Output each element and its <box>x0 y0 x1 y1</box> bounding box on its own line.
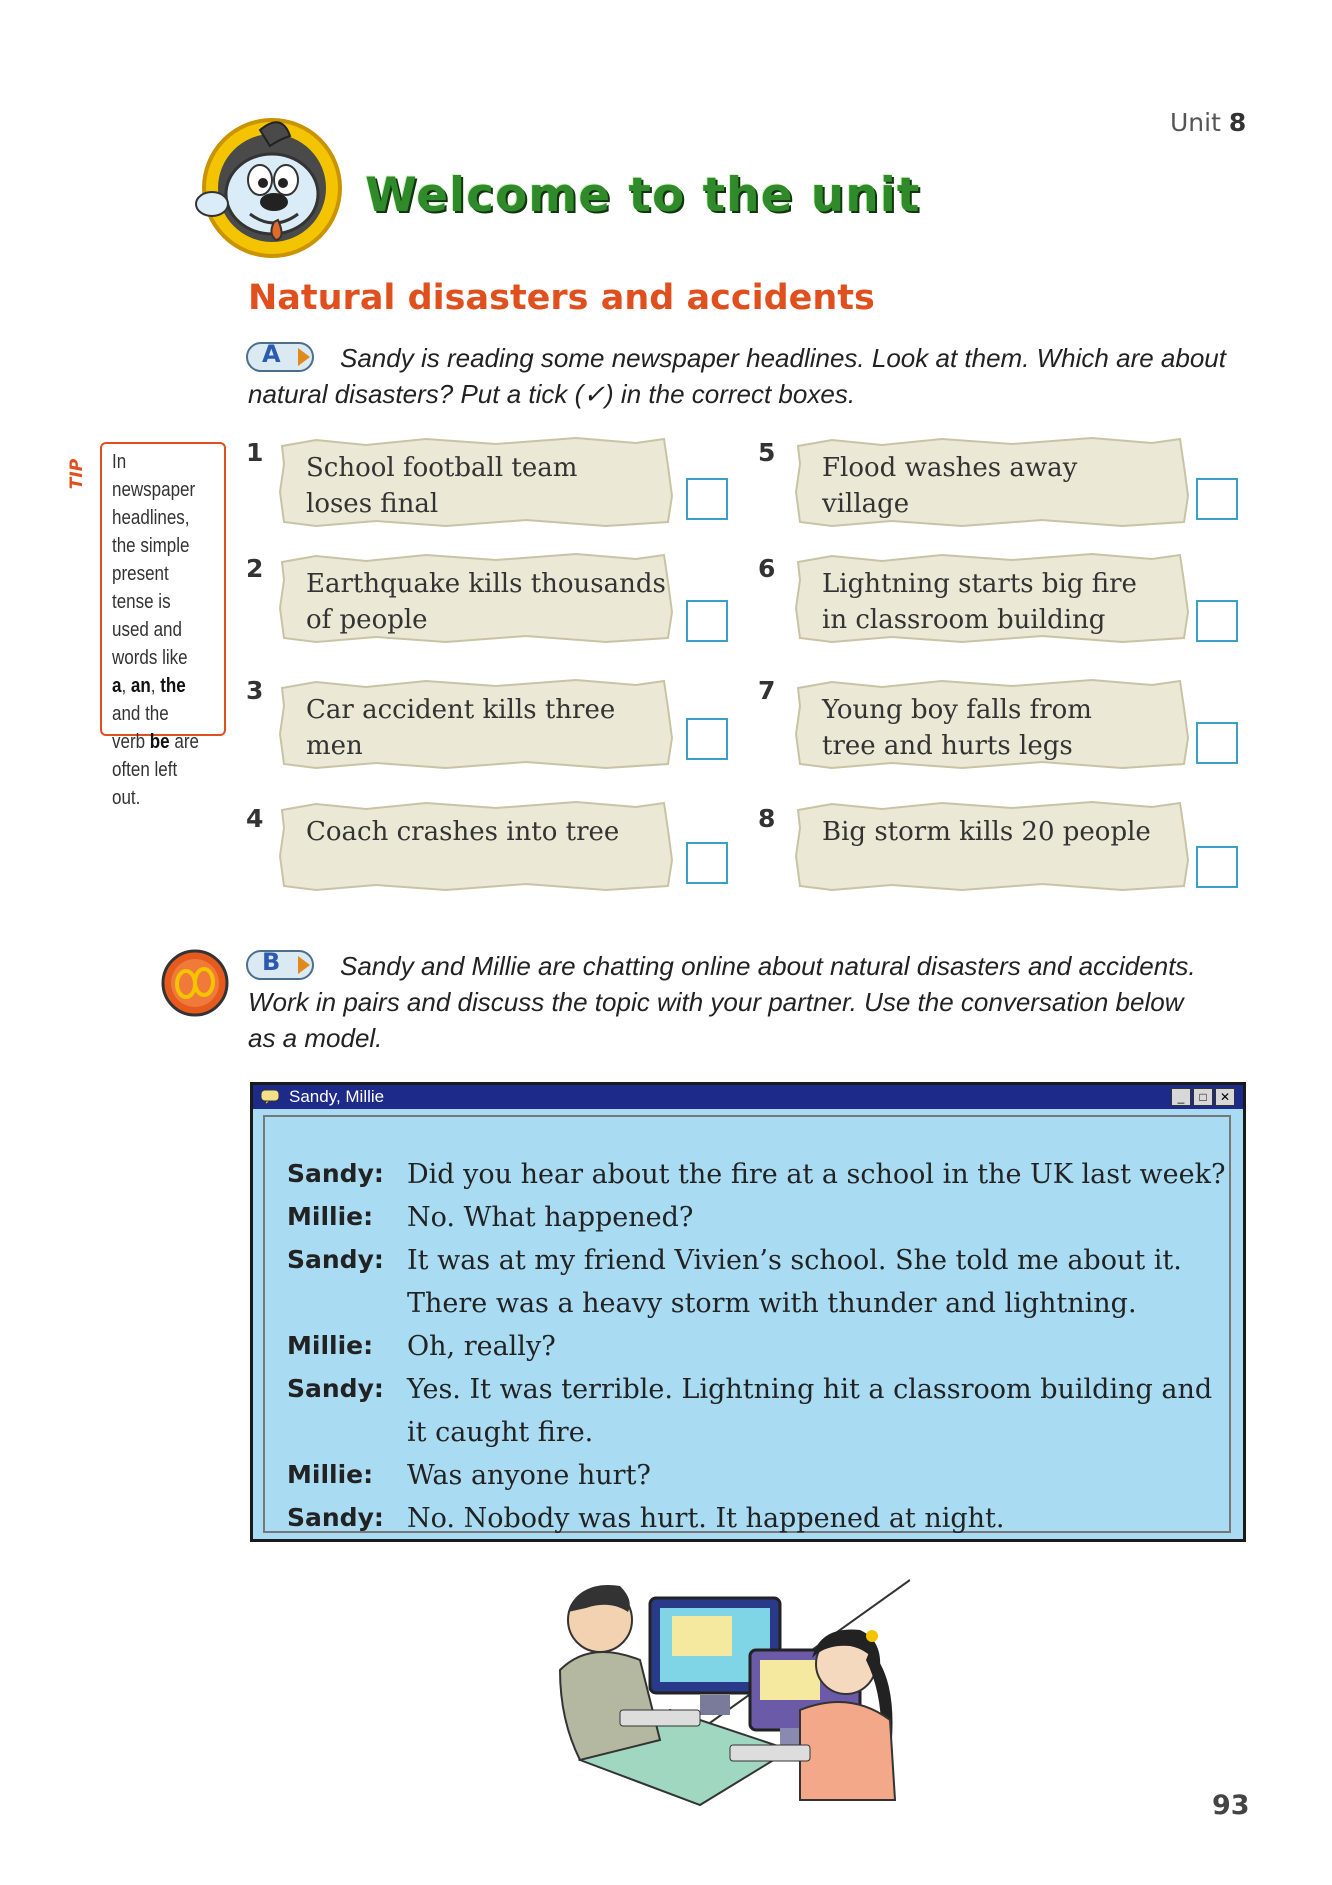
part-b-instruction-line1: Sandy and Millie are chatting online about natural disasters and accidents. <box>340 951 1196 981</box>
headline-text: School football team loses final <box>306 453 578 519</box>
unit-label: Unit 8 <box>1170 108 1247 137</box>
section-title: Natural disasters and accidents <box>248 278 875 318</box>
chat-message: Did you hear about the fire at a school in the UK last week? <box>407 1159 1226 1190</box>
maximize-button[interactable]: □ <box>1193 1088 1213 1106</box>
headline-card <box>792 436 1192 528</box>
headline-card <box>276 436 676 528</box>
chat-message: It was at my friend Vivien’s school. She told me about it. <box>407 1245 1182 1276</box>
headline-number: 2 <box>246 554 264 583</box>
chat-message: Oh, really? <box>407 1331 556 1362</box>
badge-a-letter: A <box>262 340 281 368</box>
headline-text: Young boy falls from tree and hurts legs <box>822 695 1092 761</box>
headline-number: 3 <box>246 676 264 705</box>
chat-message: There was a heavy storm with thunder and lightning. <box>407 1288 1137 1319</box>
tick-box-7[interactable] <box>1196 722 1238 764</box>
close-button[interactable]: ✕ <box>1215 1088 1235 1106</box>
chat-speaker: Sandy: <box>287 1245 384 1274</box>
headline-text: Big storm kills 20 people <box>822 817 1151 847</box>
chat-message: Yes. It was terrible. Lightning hit a classroom building and <box>407 1374 1213 1405</box>
tip-tag-label: TIP <box>67 458 88 490</box>
chat-message: No. What happened? <box>407 1202 694 1233</box>
chat-speaker: Millie: <box>287 1460 374 1489</box>
tick-box-5[interactable] <box>1196 478 1238 520</box>
minimize-button[interactable]: _ <box>1171 1088 1191 1106</box>
headline-card <box>276 800 676 892</box>
tip-text: In newspaper headlines, the simple present tense is used and words like a, an, the and the verb be are often left out. <box>112 451 199 809</box>
headline-number: 1 <box>246 438 264 467</box>
chat-titlebar <box>253 1085 1243 1109</box>
tick-box-8[interactable] <box>1196 846 1238 888</box>
dog-mascot-icon <box>190 110 350 260</box>
headline-card <box>792 678 1192 770</box>
headline-card <box>792 552 1192 644</box>
headline-number: 8 <box>758 804 776 833</box>
students-at-computers-illustration <box>550 1560 910 1810</box>
chat-window-title: Sandy, Millie <box>289 1087 385 1106</box>
part-b-instruction-line3: as a model. <box>248 1023 383 1053</box>
badge-b <box>246 950 316 980</box>
badge-a <box>246 342 316 372</box>
chat-speaker: Millie: <box>287 1331 374 1360</box>
headline-number: 7 <box>758 676 776 705</box>
part-a-instruction-line2: natural disasters? Put a tick (✓) in the correct boxes. <box>248 379 856 409</box>
headline-number: 5 <box>758 438 776 467</box>
tick-box-3[interactable] <box>686 718 728 760</box>
chat-message: No. Nobody was hurt. It happened at night. <box>407 1503 1005 1534</box>
part-b-instruction-line2: Work in pairs and discuss the topic with your partner. Use the conversation below <box>248 987 1184 1017</box>
chat-window <box>250 1082 1246 1542</box>
page-number: 93 <box>1212 1790 1250 1821</box>
tick-box-1[interactable] <box>686 478 728 520</box>
chat-body <box>263 1115 1231 1533</box>
headline-card <box>276 678 676 770</box>
headline-text: Lightning starts big fire in classroom building <box>822 569 1137 635</box>
banner-title: Welcome to the unit <box>365 168 921 223</box>
chat-speaker: Sandy: <box>287 1503 384 1532</box>
headline-text: Car accident kills three men <box>306 695 616 761</box>
tick-box-4[interactable] <box>686 842 728 884</box>
headline-card <box>792 800 1192 892</box>
headline-number: 4 <box>246 804 264 833</box>
chat-speaker: Sandy: <box>287 1374 384 1403</box>
chat-speaker: Millie: <box>287 1202 374 1231</box>
chat-message: it caught fire. <box>407 1417 594 1448</box>
chat-message: Was anyone hurt? <box>407 1460 651 1491</box>
pair-work-icon <box>160 948 230 1018</box>
tip-tag <box>67 452 98 502</box>
headline-card <box>276 552 676 644</box>
badge-b-letter: B <box>262 948 281 976</box>
chat-bubble-icon <box>259 1088 281 1106</box>
headline-text: Earthquake kills thousands of people <box>306 569 666 635</box>
headline-number: 6 <box>758 554 776 583</box>
tick-box-6[interactable] <box>1196 600 1238 642</box>
tick-box-2[interactable] <box>686 600 728 642</box>
headline-text: Coach crashes into tree <box>306 817 620 847</box>
part-a-instruction-line1: Sandy is reading some newspaper headlines. Look at them. Which are about <box>340 343 1226 373</box>
chat-speaker: Sandy: <box>287 1159 384 1188</box>
headline-text: Flood washes away village <box>822 453 1078 519</box>
